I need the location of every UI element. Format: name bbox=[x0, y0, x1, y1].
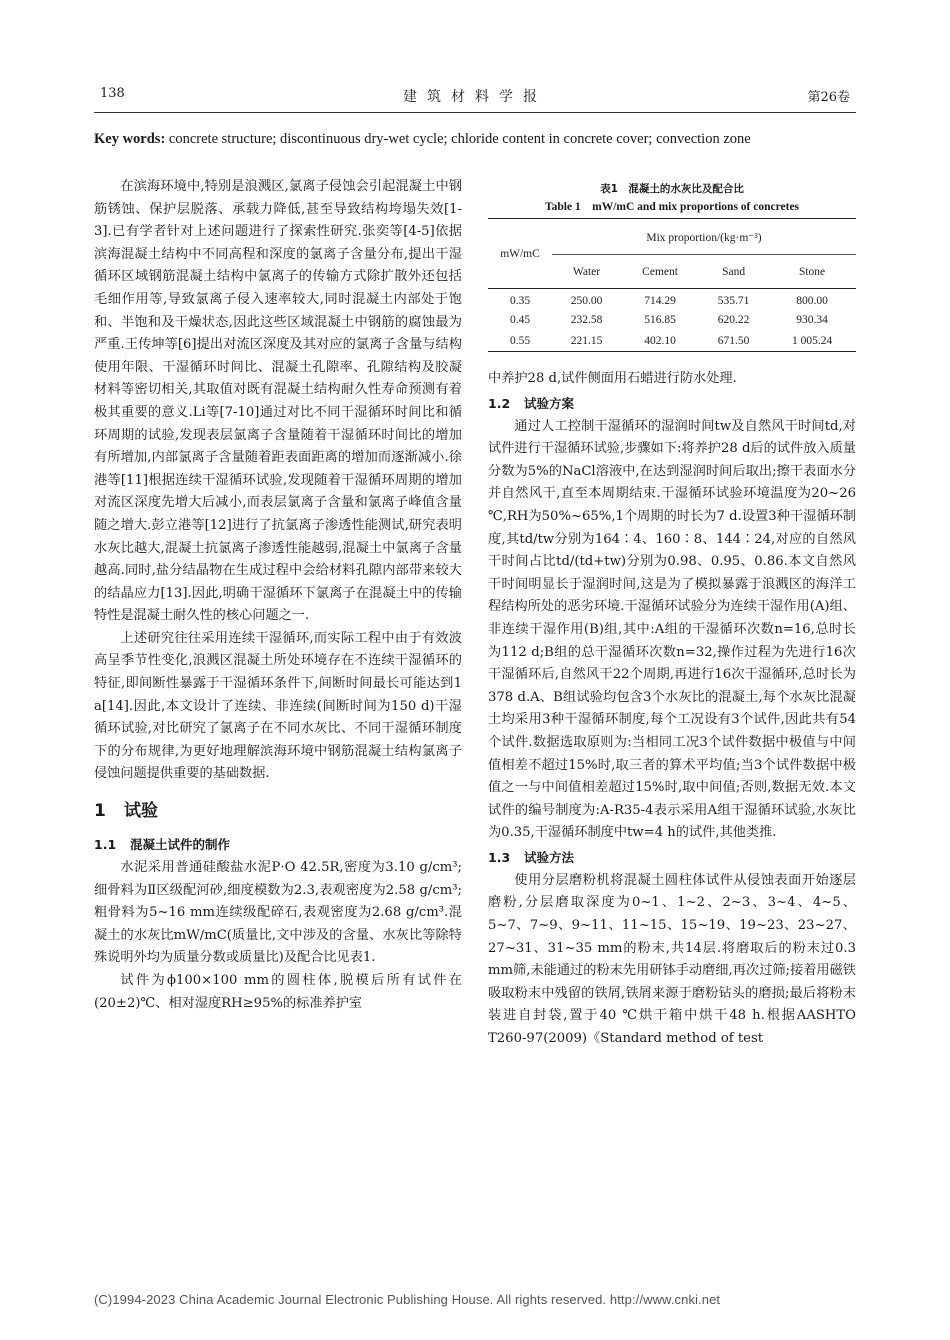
table-cell: 250.00 bbox=[570, 295, 603, 308]
table-caption-zh: 表1 混凝土的水灰比及配合比 bbox=[600, 183, 744, 195]
page-header bbox=[100, 86, 850, 112]
section-number: 1 bbox=[94, 801, 106, 822]
subsection-heading-1-2 bbox=[488, 391, 856, 416]
materials-paragraph: 水泥采用普通硅酸盐水泥P·O 42.5R,密度为3.10 g/cm³;细骨料为Ⅱ区级配河砂,细度模数为2.3,表观密度为2.58 g/cm³;粗骨料为5~16 mm连续级配碎石,表观密度为2.68 g/cm³.混凝土的水灰比mW/mC(质量比,文中涉及的含量、水灰比等除特殊说明外均为质量分数或质量比)及配合比见表1. bbox=[94, 860, 462, 966]
table-cell: 620.22 bbox=[717, 314, 750, 326]
table-cell: 0.55 bbox=[488, 331, 552, 352]
subsection-number: 1.3 bbox=[488, 849, 511, 865]
table-caption-en: Table 1 mW/mC and mix proportions of concretes bbox=[544, 201, 800, 213]
table-caption bbox=[488, 180, 856, 216]
test-scheme-paragraph: 通过人工控制干湿循环的湿润时间tw及自然风干时间td,对试件进行干湿循环试验,步骤如下:将养护28 d后的试件放入质量分数为5%的NaCl溶液中,在达到湿润时间后取出;擦干表面水分并自然风干,直至本周期结束.干湿循环试验环境温度为20~26 ℃,RH为50%~65%,1个周期的时长为7 d.设置3种干湿循环制度,其td/tw分别为164∶4、160∶8、144∶24,对应的自然风干时间占比td/(td+tw)分别为0.98、0.95、0.86.本文自然风干时间明显长于湿润时间,这是为了模拟暴露于浪溅区的海洋工程结构所处的恶劣环境.干湿循环试验分为连续干湿作用(A)组、非连续干湿作用(B)组,其中:A组的干湿循环次数n=16,总时长为112 d;B组的总干湿循环次数n=32,操作过程为先进行16次干湿循环后,自然风干22个周期,再进行16次干湿循环,总时长为378 d.A、B组试验均包含3个水灰比的混凝土,每个水灰比混凝土均采用3种干湿循环制度,每个工况设有3个试件,因此共有54个试件.数据选取原则为:当相同工况3个试件数据中极值与中间值相差不超过15%时,取三者的算术平均值;当3个试件数据中极值之一与中间值相差超过15%时,取中间值;否则,数据无效.本文试件的编号制度为:A-R35-4表示采用A组干湿循环试验,水灰比为0.35,干湿循环制度中tw=4 h的试件,其他类推. bbox=[488, 418, 856, 841]
table-cell: 1 005.24 bbox=[768, 331, 856, 352]
table-cell: 800.00 bbox=[796, 295, 828, 308]
copyright-footer: (C)1994-2023 China Academic Journal Electronic Publishing House. All rights reserved. http://www.cnki.net bbox=[94, 1292, 721, 1307]
table-cell: 232.58 bbox=[570, 314, 603, 326]
table-cell: 402.10 bbox=[621, 331, 699, 352]
keywords-text: concrete structure; discontinuous dry-wet cycle; chloride content in concrete cover; convection zone bbox=[165, 131, 751, 147]
curing-continuation: 中养护28 d,试件侧面用石蜡进行防水处理. bbox=[488, 371, 737, 386]
subsection-heading-1-3 bbox=[488, 845, 856, 870]
table-cell: 714.29 bbox=[644, 295, 676, 308]
table-column-header: Cement bbox=[621, 255, 699, 289]
page-number: 138 bbox=[100, 86, 125, 101]
header-rule bbox=[94, 112, 856, 113]
table-cell: 671.50 bbox=[699, 331, 768, 352]
test-method-paragraph: 使用分层磨粉机将混凝土圆柱体试件从侵蚀表面开始逐层磨粉,分层磨取深度为0~1、1~2、2~3、3~4、4~5、5~7、7~9、9~11、11~15、15~19、19~23、23~27、27~31、31~35 mm的粉末,共14层.将磨取后的粉末过0.3 mm筛,未能通过的粉末先用研钵手动磨细,再次过筛;接着用磁铁吸取粉末中残留的铁屑,铁屑来源于磨粉钻头的磨损;最后将粉末装进自封袋,置于40 ℃烘干箱中烘干48 h.根据AASHTO T260-97(2009)《Standard method of test bbox=[488, 872, 856, 1047]
mix-proportion-table bbox=[488, 218, 856, 352]
table-group-header: Mix proportion/(kg·m⁻³) bbox=[552, 219, 856, 255]
subsection-heading-1-1 bbox=[94, 832, 462, 857]
table-column-header: Stone bbox=[768, 255, 856, 289]
table-row bbox=[488, 289, 856, 310]
keywords-label: Key words: bbox=[94, 131, 166, 147]
table-cell: 516.85 bbox=[644, 314, 676, 326]
subsection-title: 混凝土试件的制作 bbox=[130, 837, 231, 853]
table-column-header: Water bbox=[552, 255, 621, 289]
table-cell: 0.45 bbox=[509, 314, 531, 326]
right-column bbox=[488, 368, 856, 1051]
table-cell: 221.15 bbox=[552, 331, 621, 352]
subsection-title: 试验方法 bbox=[524, 849, 575, 865]
keywords-line bbox=[94, 131, 856, 148]
subsection-title: 试验方案 bbox=[524, 395, 575, 411]
specimen-paragraph: 试件为ϕ100×100 mm的圆柱体,脱模后所有试件在(20±2)℃、相对湿度RH≥95%的标准养护室 bbox=[94, 973, 462, 1011]
subsection-number: 1.2 bbox=[488, 395, 511, 411]
intro-paragraph-2: 上述研究往往采用连续干湿循环,而实际工程中由于有效波高呈季节性变化,浪溅区混凝土所处环境存在不连续干湿循环的特征,即间断性暴露于干湿循环条件下,间断时间最长可能达到1 a[14].因此,本文设计了连续、非连续(间断时间为150 d)干湿循环试验,对比研究了氯离子在不同水灰比、不同干湿循环制度下的分布规律,为更好地理解滨海环境中钢筋混凝土结构氯离子侵蚀问题提供重要的基础数据. bbox=[94, 630, 462, 782]
section-heading-1 bbox=[94, 790, 462, 832]
journal-title: 建筑材料学报 bbox=[403, 89, 547, 105]
table-cell: 535.71 bbox=[717, 295, 750, 308]
table-row bbox=[488, 310, 856, 331]
section-title: 试验 bbox=[124, 801, 158, 822]
volume-label: 第26卷 bbox=[807, 90, 850, 105]
left-column bbox=[94, 176, 462, 1015]
table-row-header: mW/mC bbox=[488, 219, 552, 289]
subsection-number: 1.1 bbox=[94, 837, 117, 853]
table-cell: 0.35 bbox=[509, 295, 531, 308]
table-cell: 930.34 bbox=[796, 314, 828, 326]
intro-paragraph-1: 在滨海环境中,特别是浪溅区,氯离子侵蚀会引起混凝土中钢筋锈蚀、保护层脱落、承载力降低,甚至导致结构垮塌失效[1-3].已有学者针对上述问题进行了探索性研究.张奕等[4-5]依据滨海混凝土结构中不同高程和深度的氯离子含量分布,提出干湿循环区域钢筋混凝土结构中氯离子的传输方式除扩散外还包括毛细作用等,导致氯离子侵入速率较大,同时混凝土内部处于饱和、半饱和及干燥状态,因此这些区域混凝土中钢筋的腐蚀最为严重.王传坤等[6]提出对流区深度及其对应的氯离子含量与结构使用年限、干湿循环时间比、混凝土孔隙率、孔隙结构及胶凝材料等密切相关,其取值对既有混凝土结构耐久性寿命预测有着极其重要的意义.Li等[7-10]通过对比不同干湿循环时间比和循环周期的试验,发现表层氯离子含量随着干湿循环时间比的增加有所增加,内部氯离子含量随着距表面距离的增加而逐渐减小.徐港等[11]根据连续干湿循环试验,发现随着干湿循环周期的增加对流区深度先增大后减小,而表层氯离子含量和氯离子峰值含量随之增大.彭立港等[12]进行了抗氯离子渗透性能测试,研究表明水灰比越大,混凝土抗氯离子渗透性能越弱,混凝土中氯离子含量越高.同时,盐分结晶物在生成过程中会给材料孔隙内部带来较大的结晶应力[13].因此,明确干湿循环下氯离子在混凝土中的传输特性是混凝土耐久性的核心问题之一. bbox=[94, 179, 462, 624]
table-column-header: Sand bbox=[699, 255, 768, 289]
table-row bbox=[488, 331, 856, 352]
